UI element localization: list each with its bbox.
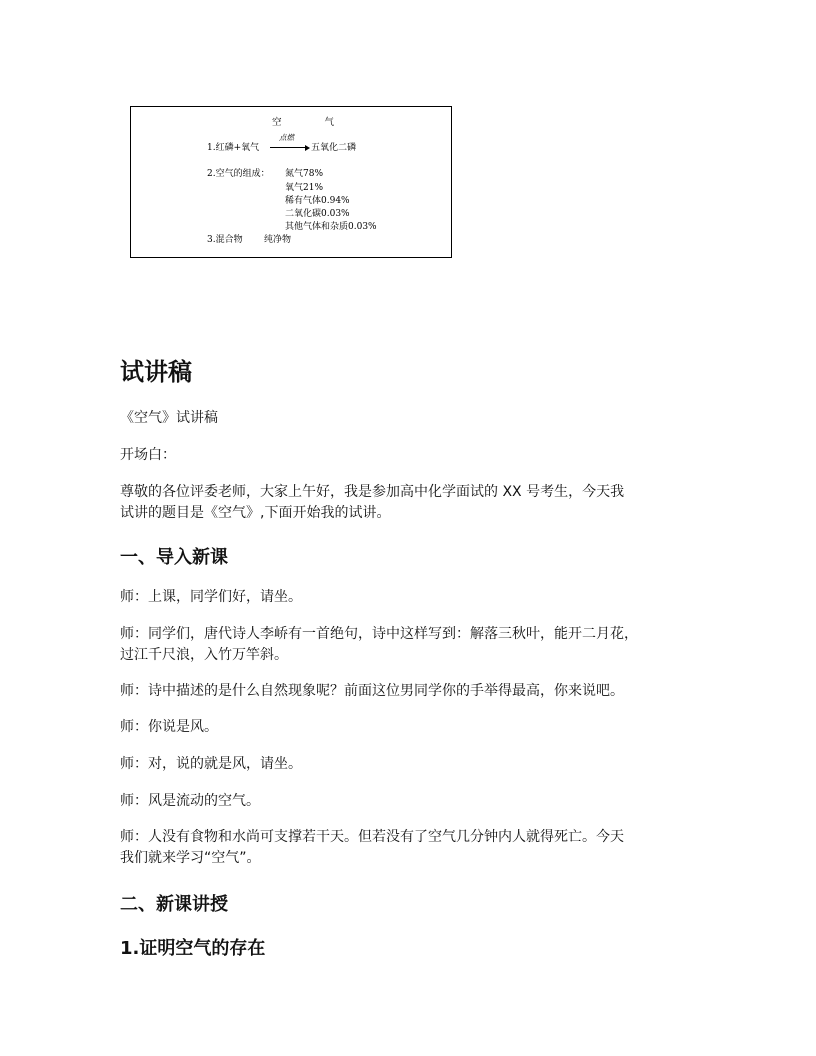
paragraph-line2: 过江千尺浪，入竹万竿斜。 xyxy=(120,647,288,663)
paragraph-line2: 我们就来学习“空气”。 xyxy=(120,850,261,866)
doc-subtitle: 《空气》试讲稿 xyxy=(120,410,218,426)
opening-label: 开场白： xyxy=(120,447,176,463)
paragraph: 师：风是流动的空气。 xyxy=(120,793,260,809)
equation-reactants: 1.红磷+氧气 xyxy=(207,143,260,153)
mixture-label: 3.混合物 xyxy=(207,235,243,245)
opening-paragraph-line1: 尊敬的各位评委老师，大家上午好，我是参加高中化学面试的 XX 号考生，今天我 xyxy=(120,484,625,500)
pure-substance-label: 纯净物 xyxy=(264,235,292,245)
equation-condition: 点燃 xyxy=(279,133,294,142)
opening-paragraph-line2: 试讲的题目是《空气》,下面开始我的试讲。 xyxy=(120,505,391,521)
equation-product: 五氧化二磷 xyxy=(311,143,357,153)
reaction-arrow-icon xyxy=(270,147,306,148)
board-title: 空 气 xyxy=(272,117,355,128)
component-item: 氮气78% xyxy=(285,169,324,179)
paragraph: 师：诗中描述的是什么自然现象呢？前面这位男同学你的手举得最高，你来说吧。 xyxy=(120,683,624,699)
component-item: 稀有气体0.94% xyxy=(285,196,350,206)
paragraph: 师：你说是风。 xyxy=(120,719,218,735)
component-item: 氧气21% xyxy=(285,183,324,193)
section-heading-lecture: 二、新课讲授 xyxy=(120,894,228,915)
paragraph: 师：上课，同学们好，请坐。 xyxy=(120,589,302,605)
component-item: 其他气体和杂质0.03% xyxy=(285,222,377,232)
paragraph: 师：对，说的就是风，请坐。 xyxy=(120,756,302,772)
blackboard-image xyxy=(130,106,452,258)
section-heading-intro: 一、导入新课 xyxy=(120,547,228,568)
paragraph-line1: 师：同学们，唐代诗人李峤有一首绝句，诗中这样写到：解落三秋叶，能开二月花， xyxy=(120,626,638,642)
component-item: 二氧化碳0.03% xyxy=(285,209,350,219)
page-title: 试讲稿 xyxy=(120,358,192,386)
paragraph-line1: 师：人没有食物和水尚可支撑若干天。但若没有了空气几分钟内人就得死亡。今天 xyxy=(120,829,624,845)
subsection-heading: 1.证明空气的存在 xyxy=(120,938,266,959)
composition-label: 2.空气的组成： xyxy=(207,169,270,179)
